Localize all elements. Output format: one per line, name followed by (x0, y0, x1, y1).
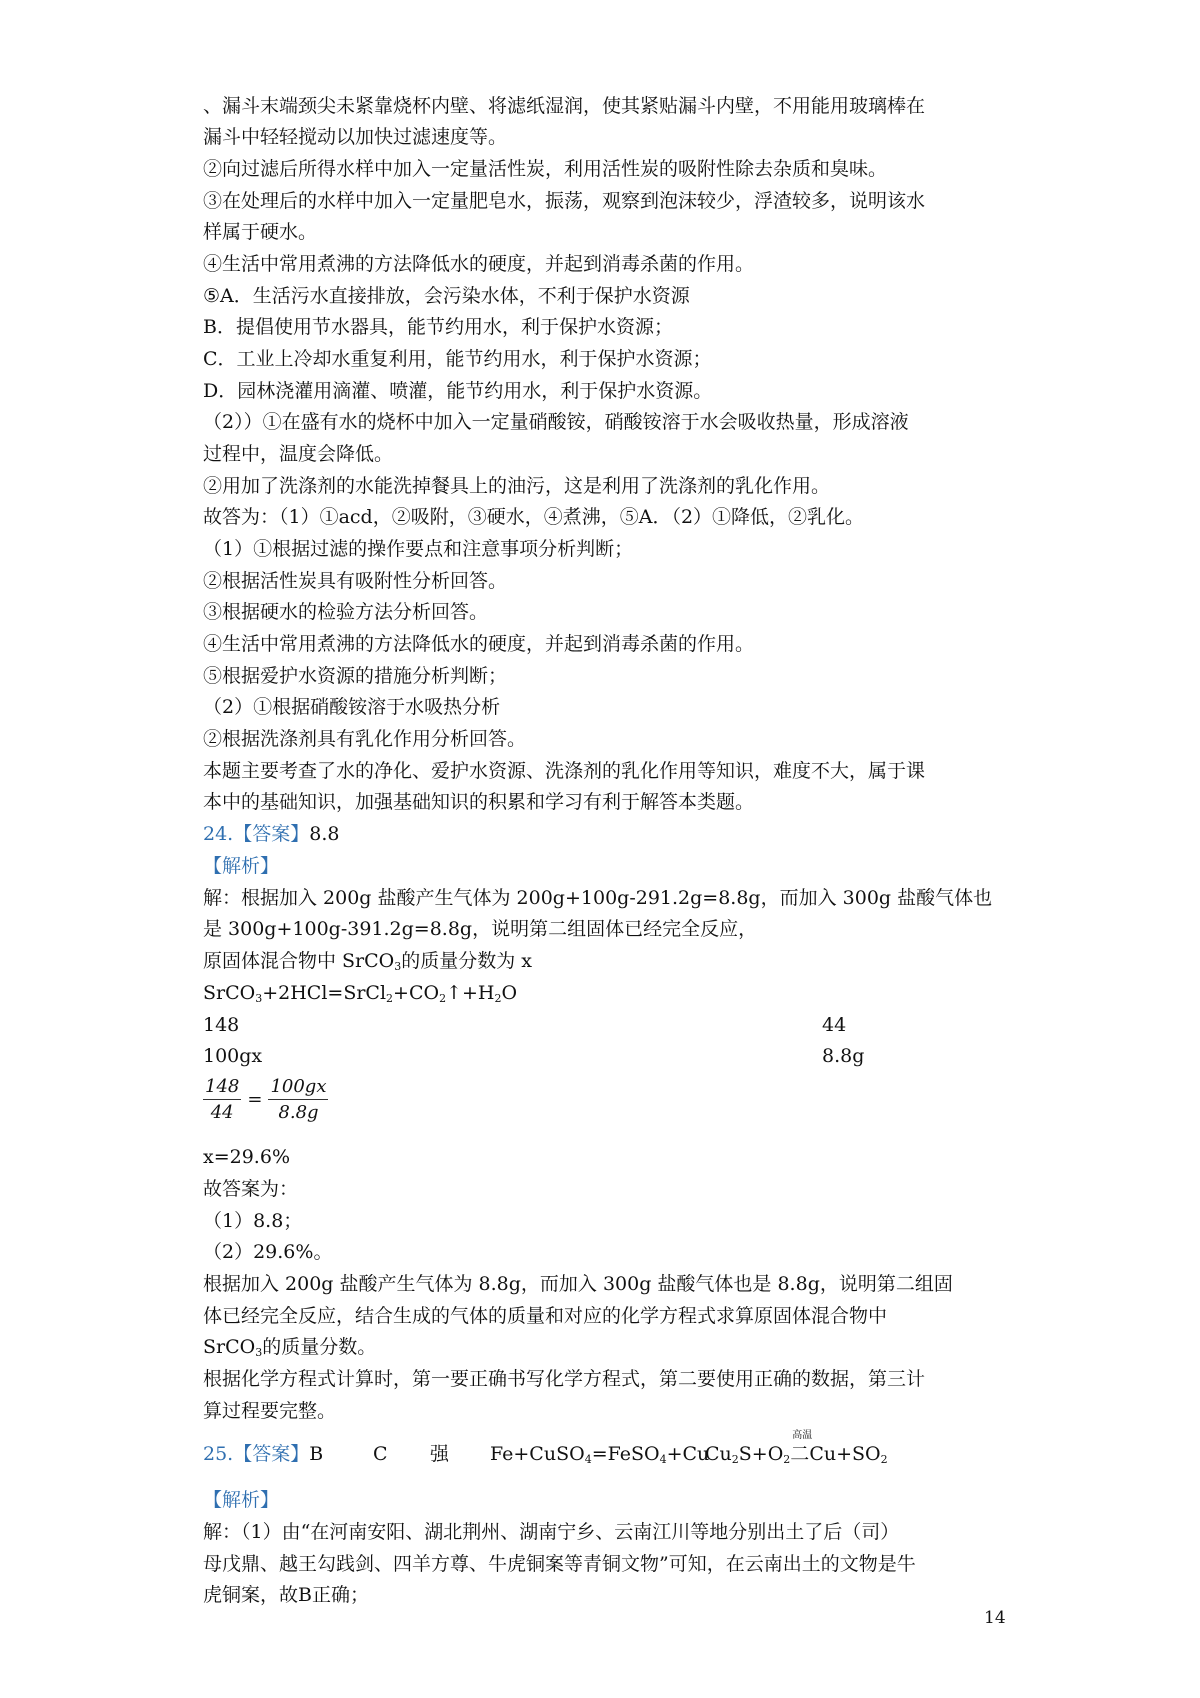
text-line: ③在处理后的水样中加入一定量肥皂水，振荡，观察到泡沫较少，浮渣较多，说明该水 (203, 190, 926, 212)
proportion-equation (203, 1076, 328, 1123)
q24-number: 24. (203, 823, 234, 845)
text-line: 样属于硬水。 (203, 221, 318, 243)
q25-heading (203, 1445, 323, 1464)
text-line: （2）①根据硝酸铵溶于水吸热分析 (203, 696, 501, 718)
mass-value-right: 8.8g (822, 1045, 865, 1067)
text-span: ↑+H (446, 982, 495, 1004)
q25-equation-1 (490, 1445, 709, 1464)
text-line (203, 1338, 376, 1357)
mass-ratio-left: 148 (203, 1014, 240, 1036)
q25-number: 25. (203, 1443, 234, 1465)
numerator: 100gx (268, 1076, 328, 1100)
denominator: 8.8g (278, 1102, 319, 1123)
text-line: （1）8.8； (203, 1210, 303, 1232)
subscript: 2 (439, 992, 447, 1005)
text-span: 原固体混合物中 SrCO (203, 950, 395, 972)
equals-sign: = (247, 1089, 263, 1110)
text-line: 解：（1）由“在河南安阳、湖北荆州、湖南宁乡、云南江川等地分别出土了后（司） (203, 1521, 900, 1543)
text-line: 是 300g+100g-391.2g=8.8g，说明第二组固体已经完全反应， (203, 918, 758, 940)
text-span: Fe+CuSO (490, 1443, 585, 1465)
text-span: +Cu (666, 1443, 710, 1465)
subscript: 3 (255, 1346, 263, 1359)
text-line: D．园林浇灌用滴灌、喷灌，能节约用水，利于保护水资源。 (203, 380, 713, 402)
text-line: ④生活中常用煮沸的方法降低水的硬度，并起到消毒杀菌的作用。 (203, 253, 755, 275)
answer-tag: 【答案】 (233, 823, 310, 845)
text-line: 虎铜案，故B正确； (203, 1584, 369, 1606)
equals-sign: 二 (790, 1443, 810, 1465)
subscript: 4 (659, 1453, 667, 1466)
text-line: 本中的基础知识，加强基础知识的积累和学习有利于解答本类题。 (203, 791, 755, 813)
q25-answer-1: B (309, 1443, 324, 1465)
text-span: SrCO (203, 982, 256, 1004)
text-line: （1）①根据过滤的操作要点和注意事项分析判断； (203, 538, 634, 560)
text-line: 体已经完全反应，结合生成的气体的质量和对应的化学方程式求算原固体混合物中 (203, 1305, 888, 1327)
text-span: S+O (738, 1443, 784, 1465)
result-line: x=29.6% (203, 1146, 290, 1168)
text-line: 、漏斗末端颈尖未紧靠烧杯内壁、将滤纸湿润，使其紧贴漏斗内壁，不用能用玻璃棒在 (203, 95, 926, 117)
text-span: Cu+SO (809, 1443, 881, 1465)
text-span: 的质量分数。 (262, 1336, 377, 1358)
text-line: ②向过滤后所得水样中加入一定量活性炭，利用活性炭的吸附性除去杂质和臭味。 (203, 158, 888, 180)
subscript: 2 (386, 992, 394, 1005)
subscript: 3 (394, 960, 402, 973)
text-span: +CO (393, 982, 440, 1004)
text-line: 解：根据加入 200g 盐酸产生气体为 200g+100g-291.2g=8.8g，而加入 300g 盐酸气体也 (203, 887, 993, 909)
text-line: 根据化学方程式计算时，第一要正确书写化学方程式，第二要使用正确的数据，第三计 (203, 1368, 926, 1390)
q25-equation-2 (705, 1430, 888, 1466)
text-line: ②根据活性炭具有吸附性分析回答。 (203, 570, 508, 592)
text-span: SrCO (203, 1336, 256, 1358)
text-line: ④生活中常用煮沸的方法降低水的硬度，并起到消毒杀菌的作用。 (203, 633, 755, 655)
mass-ratio-right: 44 (822, 1014, 847, 1036)
fraction-left (203, 1076, 241, 1123)
page-number: 14 (984, 1608, 1006, 1628)
q25-answer-2: C (373, 1443, 388, 1465)
denominator: 44 (210, 1102, 234, 1123)
text-span: +2HCl=SrCl (262, 982, 387, 1004)
text-span: Cu (705, 1443, 732, 1465)
subscript: 4 (584, 1453, 592, 1466)
text-line: 本题主要考查了水的净化、爱护水资源、洗涤剂的乳化作用等知识，难度不大，属于课 (203, 760, 926, 782)
text-line: （2））①在盛有水的烧杯中加入一定量硝酸铵，硝酸铵溶于水会吸收热量，形成溶液 (203, 411, 909, 433)
text-line: ②用加了洗涤剂的水能洗掉餐具上的油污，这是利用了洗涤剂的乳化作用。 (203, 475, 831, 497)
text-line: B．提倡使用节水器具，能节约用水，利于保护水资源； (203, 316, 673, 338)
q25-answer-3: 强 (430, 1443, 450, 1465)
chemical-equation (203, 984, 517, 1003)
text-line: ⑤根据爱护水资源的措施分析判断； (203, 665, 508, 687)
reaction-condition (790, 1430, 813, 1465)
answer-tag: 【答案】 (233, 1443, 310, 1465)
text-line: 故答为：（1）①acd，②吸附，③硬水，④煮沸，⑤A．（2）①降低，②乳化。 (203, 506, 865, 528)
text-span: 的质量分数为 x (401, 950, 533, 972)
text-line: ②根据洗涤剂具有乳化作用分析回答。 (203, 728, 527, 750)
subscript: 2 (783, 1453, 791, 1466)
text-line: ③根据硬水的检验方法分析回答。 (203, 601, 489, 623)
text-line: （2）29.6%。 (203, 1241, 333, 1263)
text-span: O (501, 982, 518, 1004)
text-line: C．工业上冷却水重复利用，能节约用水，利于保护水资源； (203, 348, 712, 370)
analysis-tag: 【解析】 (203, 1489, 280, 1511)
text-line: 故答案为： (203, 1178, 299, 1200)
q24-heading (203, 825, 339, 844)
text-line: 过程中，温度会降低。 (203, 443, 394, 465)
subscript: 3 (255, 992, 263, 1005)
text-line (203, 952, 532, 971)
text-line: 算过程要完整。 (203, 1400, 337, 1422)
subscript: 2 (880, 1453, 888, 1466)
subscript: 2 (494, 992, 502, 1005)
subscript: 2 (731, 1453, 739, 1466)
text-span: =FeSO (591, 1443, 660, 1465)
q24-answer: 8.8 (309, 823, 340, 845)
condition-label: 高温 (792, 1430, 813, 1441)
numerator: 148 (203, 1076, 241, 1100)
text-line: 漏斗中轻轻搅动以加快过滤速度等。 (203, 126, 508, 148)
analysis-tag: 【解析】 (203, 855, 280, 877)
text-line: 母戊鼎、越王勾践剑、四羊方尊、牛虎铜案等青铜文物”可知，在云南出土的文物是牛 (203, 1553, 916, 1575)
mass-value-left: 100gx (203, 1045, 263, 1067)
text-line: ⑤A．生活污水直接排放，会污染水体，不利于保护水资源 (203, 285, 690, 307)
fraction-right (268, 1076, 328, 1123)
text-line: 根据加入 200g 盐酸产生气体为 8.8g，而加入 300g 盐酸气体也是 8.8g，说明第二组固 (203, 1273, 953, 1295)
